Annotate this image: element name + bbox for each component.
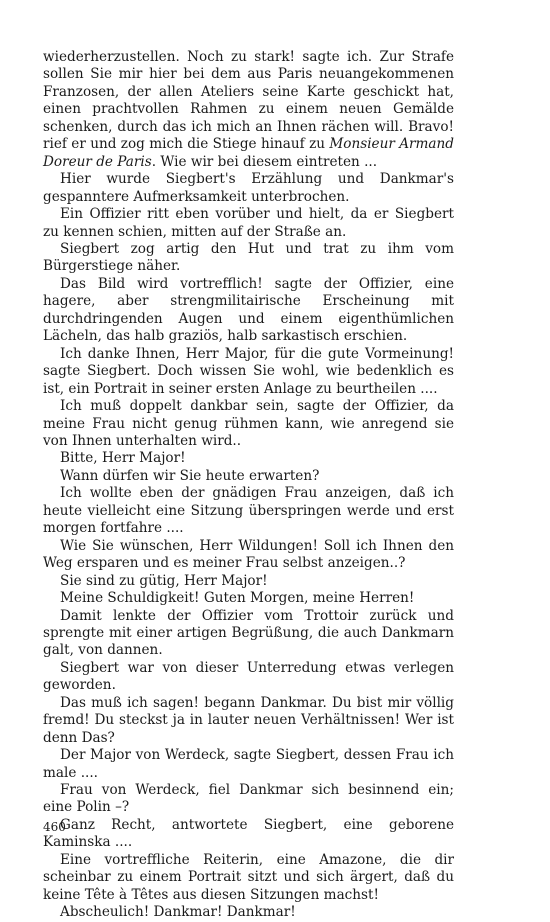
paragraph-15 xyxy=(43,695,454,747)
page-body xyxy=(43,49,454,922)
paragraph-11 xyxy=(43,573,454,590)
text-run: Ich danke Ihnen, Herr Major, für die gute Vormeinung! sagte Siegbert. Doch wissen Sie wohl, wie bedenklich es ist, ein Portrait in seiner ersten Anlage zu beurtheilen .... xyxy=(43,345,454,397)
paragraph-17 xyxy=(43,782,454,817)
text-run: Das muß ich sagen! begann Dankmar. Du bist mir völlig fremd! Du steckst ja in lauter neuen Verhältnissen! Wer ist denn Das? xyxy=(43,694,454,746)
paragraph-10 xyxy=(43,538,454,573)
text-run: Wie Sie wünschen, Herr Wildungen! Soll ich Ihnen den Weg ersparen und es meiner Frau selbst anzeigen..? xyxy=(43,537,454,572)
paragraph-19 xyxy=(43,852,454,904)
paragraph-18 xyxy=(43,817,454,852)
paragraph-2 xyxy=(43,206,454,241)
text-run: Wann dürfen wir Sie heute erwarten? xyxy=(60,467,320,484)
paragraph-16 xyxy=(43,747,454,782)
paragraph-3 xyxy=(43,241,454,276)
text-run: Siegbert war von dieser Unterredung etwas verlegen geworden. xyxy=(43,659,454,694)
page-number: 460 xyxy=(43,820,66,834)
paragraph-4 xyxy=(43,276,454,346)
text-run: Abscheulich! Dankmar! Dankmar! xyxy=(60,904,296,921)
text-run: Das Bild wird vortrefflich! sagte der Offizier, eine hagere, aber strengmilitairische Erscheinung mit durchdringenden Augen und einem eigenthümlichen Lächeln, das halb graziös, halb sarkastisch erschien. xyxy=(43,275,454,345)
paragraph-12 xyxy=(43,590,454,607)
paragraph-13 xyxy=(43,608,454,660)
text-run: Ganz Recht, antwortete Siegbert, eine geborene Kaminska .... xyxy=(43,816,454,851)
text-run: . Wie wir bei diesem eintreten ... xyxy=(151,153,378,170)
text-run: Hier wurde Siegbert's Erzählung und Dankmar's gespanntere Aufmerksamkeit unterbrochen. xyxy=(43,171,454,205)
text-run: Sie sind zu gütig, Herr Major! xyxy=(60,572,268,589)
paragraph-14 xyxy=(43,660,454,695)
paragraph-5 xyxy=(43,346,454,398)
text-run: Ein Offizier ritt eben vorüber und hielt, da er Siegbert zu kennen schien, mitten auf der Straße an. xyxy=(43,206,454,240)
text-run: Frau von Werdeck, fiel Dankmar sich besinnend ein; eine Polin –? xyxy=(43,782,454,816)
text-run: Der Major von Werdeck, sagte Siegbert, dessen Frau ich male .... xyxy=(43,747,454,781)
paragraph-9 xyxy=(43,485,454,537)
text-run: Siegbert zog artig den Hut und trat zu ihm vom Bürgerstiege näher. xyxy=(43,240,454,275)
paragraph-20 xyxy=(43,904,454,921)
text-run: Meine Schuldigkeit! Guten Morgen, meine Herren! xyxy=(60,590,415,607)
text-run: Ich wollte eben der gnädigen Frau anzeigen, daß ich heute vielleicht eine Sitzung überspringen werde und erst morgen fortfahre .... xyxy=(43,485,454,537)
text-run: Bitte, Herr Major! xyxy=(60,450,186,467)
italic-text-run: Monsieur Armand Doreur de Paris xyxy=(43,136,454,170)
paragraph-7 xyxy=(43,450,454,467)
text-run: Ich muß doppelt dankbar sein, sagte der Offizier, da meine Frau nicht genug rühmen kann, wie anregend sie von Ihnen unterhalten wird.. xyxy=(43,398,454,449)
paragraph-1 xyxy=(43,171,454,206)
paragraph-0 xyxy=(43,49,454,171)
text-run: Eine vortreffliche Reiterin, eine Amazone, die dir scheinbar zu einem Portrait sitzt und sich ärgert, daß du keine Tête à Têtes aus diesen Sitzungen machst! xyxy=(43,851,454,903)
paragraph-6 xyxy=(43,398,454,450)
text-run: Damit lenkte der Offizier vom Trottoir zurück und sprengte mit einer artigen Begrüßung, die auch Dankmarn galt, von dannen. xyxy=(43,607,454,659)
text-run: wiederherzustellen. Noch zu stark! sagte ich. Zur Strafe sollen Sie mir hier bei dem aus Paris neuangekommenen Franzosen, der allen Ateliers seine Karte geschickt hat, einen prachtvollen Rahmen zu einem neuen Gemälde schenken, durch das ich mich an Ihnen rächen will. Bravo! rief er und zog mich die Stiege hinauf zu xyxy=(43,49,454,153)
paragraph-8 xyxy=(43,468,454,485)
